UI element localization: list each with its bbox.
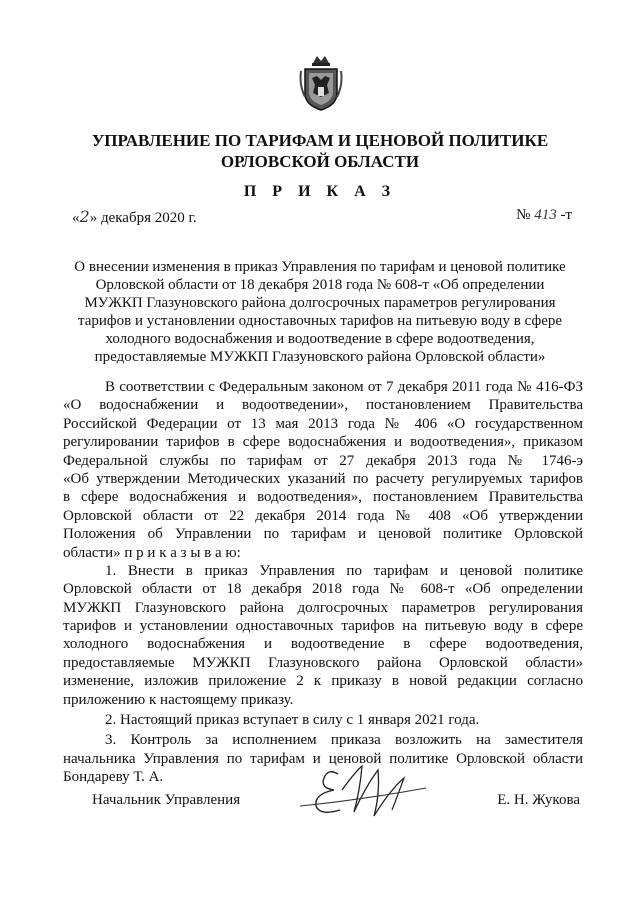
organization-name: [60, 130, 580, 172]
preamble-line: Российской Федерации от 13 мая 2013 года № 406 «О государственном: [63, 415, 583, 432]
signatory-name: Е. Н. Жукова: [497, 792, 580, 808]
preamble: [63, 378, 583, 562]
coat-of-arms-emblem: [299, 53, 343, 111]
order-number: [516, 207, 572, 224]
item-3-line: 3. Контроль за исполнением приказа возложить на заместителя: [105, 732, 583, 749]
subject-line: холодного водоснабжения и водоотведение в сфере водоотведения,: [105, 331, 535, 347]
handwritten-signature: [300, 760, 430, 822]
item-2: 2. Настоящий приказ вступает в силу с 1 января 2021 года.: [105, 712, 480, 729]
preamble-line: «Об утверждении Методических указаний по расчету регулируемых тарифов: [63, 470, 583, 487]
order-body: [63, 378, 583, 787]
preamble-line: В соответствии с Федеральным законом от 7 декабря 2011 года № 416-ФЗ: [105, 379, 583, 395]
date-open-quote: «: [72, 210, 80, 226]
item-1-line: приложению к настоящему приказу.: [63, 691, 294, 708]
preamble-line: Федеральной службы по тарифам от 27 декабря 2013 года № 1746-э: [63, 452, 583, 469]
subject-line: тарифов и установлении одноставочных тарифов на питьевую воду в сфере: [77, 313, 563, 329]
signature-block: [0, 760, 640, 820]
item-1-line: Орловской области от 18 декабря 2018 года № 608-т «Об определении: [63, 581, 583, 598]
date-day-handwritten: 2: [79, 207, 90, 226]
preamble-line: регулировании тарифов в сфере водоснабжения и водоотведения», приказом: [63, 434, 583, 451]
subject-line: МУЖКП Глазуновского района долгосрочных параметров регулирования: [84, 295, 556, 311]
item-1: [63, 562, 583, 709]
org-name-line-2: ОРЛОВСКОЙ ОБЛАСТИ: [220, 152, 420, 171]
subject-line: предоставляемые МУЖКП Глазуновского района Орловской области»: [94, 349, 546, 365]
item-1-line: предоставляемые МУЖКП Глазуновского района Орловской области»: [63, 654, 583, 671]
item-1-line: тарифов и установлении одноставочных тарифов на питьевую воду в сфере: [63, 618, 583, 635]
org-name-line-1: УПРАВЛЕНИЕ ПО ТАРИФАМ И ЦЕНОВОЙ ПОЛИТИКЕ: [91, 131, 549, 150]
preamble-line: Положения об Управлении по тарифам и ценовой политике Орловской: [63, 526, 583, 543]
item-1-line: 1. Внести в приказ Управления по тарифам и ценовой политике: [105, 562, 583, 579]
item-3-line: Бондареву Т. А.: [63, 769, 164, 786]
preamble-line: Орловской области от 22 декабря 2014 года № 408 «Об утверждении: [63, 507, 583, 524]
subject-line: Орловской области от 18 декабря 2018 года № 608-т «Об определении: [95, 277, 545, 293]
item-1-line: МУЖКП Глазуновского района долгосрочных параметров регулирования: [63, 599, 583, 616]
date-month-year: » декабря 2020 г.: [89, 210, 197, 226]
order-subject: [60, 258, 580, 366]
preamble-line: области» п р и к а з ы в а ю:: [63, 544, 241, 561]
number-suffix: -т: [556, 207, 572, 223]
order-date: [72, 207, 197, 227]
item-1-line: изменение, изложив приложение 2 к приказу в новой редакции согласно: [63, 673, 583, 690]
document-type-title: П Р И К А З: [243, 183, 397, 200]
signatory-title: Начальник Управления: [92, 792, 241, 808]
item-1-line: холодного водоснабжения и водоотведение в сфере водоотведения,: [63, 636, 583, 653]
item-3-line: начальника Управления по тарифам и ценовой политике Орловской области: [63, 750, 583, 767]
number-handwritten: 413: [534, 207, 557, 223]
subject-line: О внесении изменения в приказ Управления по тарифам и ценовой политике: [74, 259, 566, 275]
preamble-line: «О водоснабжении и водоотведении», постановлением Правительства: [63, 397, 583, 414]
preamble-line: в сфере водоснабжения и водоотведения», постановлением Правительства: [63, 489, 583, 506]
number-sign: №: [516, 207, 531, 223]
